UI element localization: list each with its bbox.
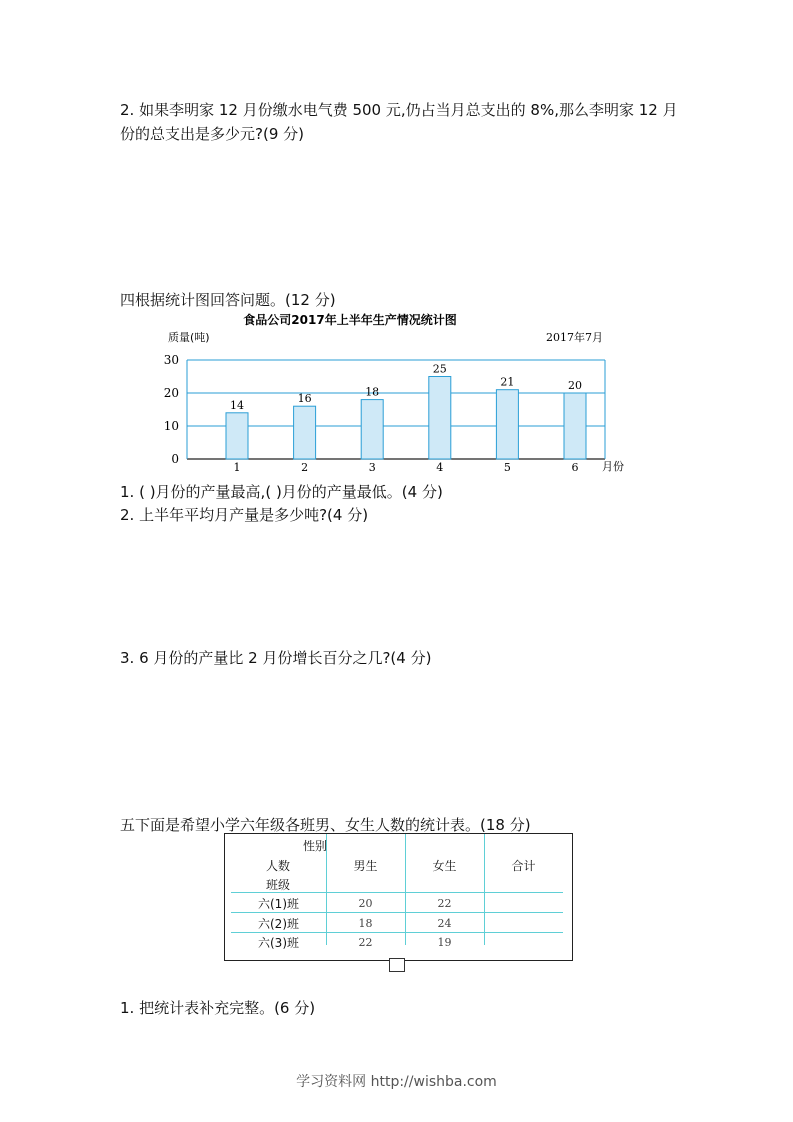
chart-bar-month-1 [226,413,248,459]
table-vline-3 [484,834,485,945]
chart-bar-month-3 [361,400,383,459]
chart-data-label-6: 20 [568,379,582,392]
row-2-boys: 18 [358,917,373,930]
row-3-label: 六(3)班 [258,936,299,950]
row-1-girls: 22 [437,897,452,910]
chart-data-label-2: 16 [297,392,312,406]
chart-xtick-6: 6 [571,461,579,474]
q2-line1: 2. 如果李明家 12 月份缴水电气费 500 元,仍占当月总支出的 8%,那么李明家 12 月 [120,101,678,119]
q2-line2: 份的总支出是多少元?(9 分) [120,125,304,143]
chart-xtick-4: 4 [436,461,444,474]
chart-data-label-1: 14 [230,398,244,412]
chart-ytick-10: 10 [163,419,179,433]
chart-bar-month-2 [294,406,316,459]
section4-heading: 四根据统计图回答问题。(12 分) [120,291,336,309]
section4-q3: 3. 6 月份的产量比 2 月份增长百分之几?(4 分) [120,649,432,667]
table-hline-3 [231,932,563,933]
table-hline-2 [231,912,563,913]
chart-bar-month-5 [496,390,518,459]
row-1-label: 六(1)班 [258,897,299,911]
chart-bar-month-6 [564,393,586,459]
chart-ytick-30: 30 [163,353,179,367]
chart-xtick-5: 5 [503,461,511,474]
chart-xtick-2: 2 [301,461,309,474]
chart-date-note: 2017年7月 [546,331,603,344]
row-3-girls: 19 [437,936,452,949]
chart-bar-month-4 [429,377,451,460]
chart-ytick-0: 0 [171,452,179,466]
header-boys: 男生 [353,859,378,873]
section4-q1: 1. ( )月份的产量最高,( )月份的产量最低。(4 分) [120,483,443,501]
header-girls: 女生 [432,859,457,873]
chart-data-label-4: 25 [432,362,447,376]
chart-ytick-20: 20 [163,386,179,400]
chart-title: 食品公司2017年上半年生产情况统计图 [243,313,457,327]
header-people: 人数 [265,859,290,873]
chart-xtick-3: 3 [368,461,376,474]
chart-data-label-5: 21 [500,375,515,389]
small-square-mark [389,958,405,972]
row-3-boys: 22 [358,936,373,949]
header-gender: 性别 [302,839,327,853]
header-total: 合计 [511,859,536,873]
header-class: 班级 [265,878,290,892]
chart-xlabel: 月份 [602,460,624,473]
chart-ylabel: 质量(吨) [168,331,210,344]
row-2-label: 六(2)班 [258,917,299,931]
section5-heading: 五下面是希望小学六年级各班男、女生人数的统计表。(18 分) [120,816,531,834]
section5-q1: 1. 把统计表补充完整。(6 分) [120,999,316,1017]
footer-watermark: 学习资料网 http://wishba.com [296,1074,497,1090]
section4-q2: 2. 上半年平均月产量是多少吨?(4 分) [120,506,369,524]
production-bar-chart [150,308,640,478]
chart-data-label-3: 18 [365,385,380,399]
class-gender-table [224,833,573,961]
chart-xtick-1: 1 [233,461,241,474]
row-2-girls: 24 [437,917,452,930]
row-1-boys: 20 [358,897,373,910]
